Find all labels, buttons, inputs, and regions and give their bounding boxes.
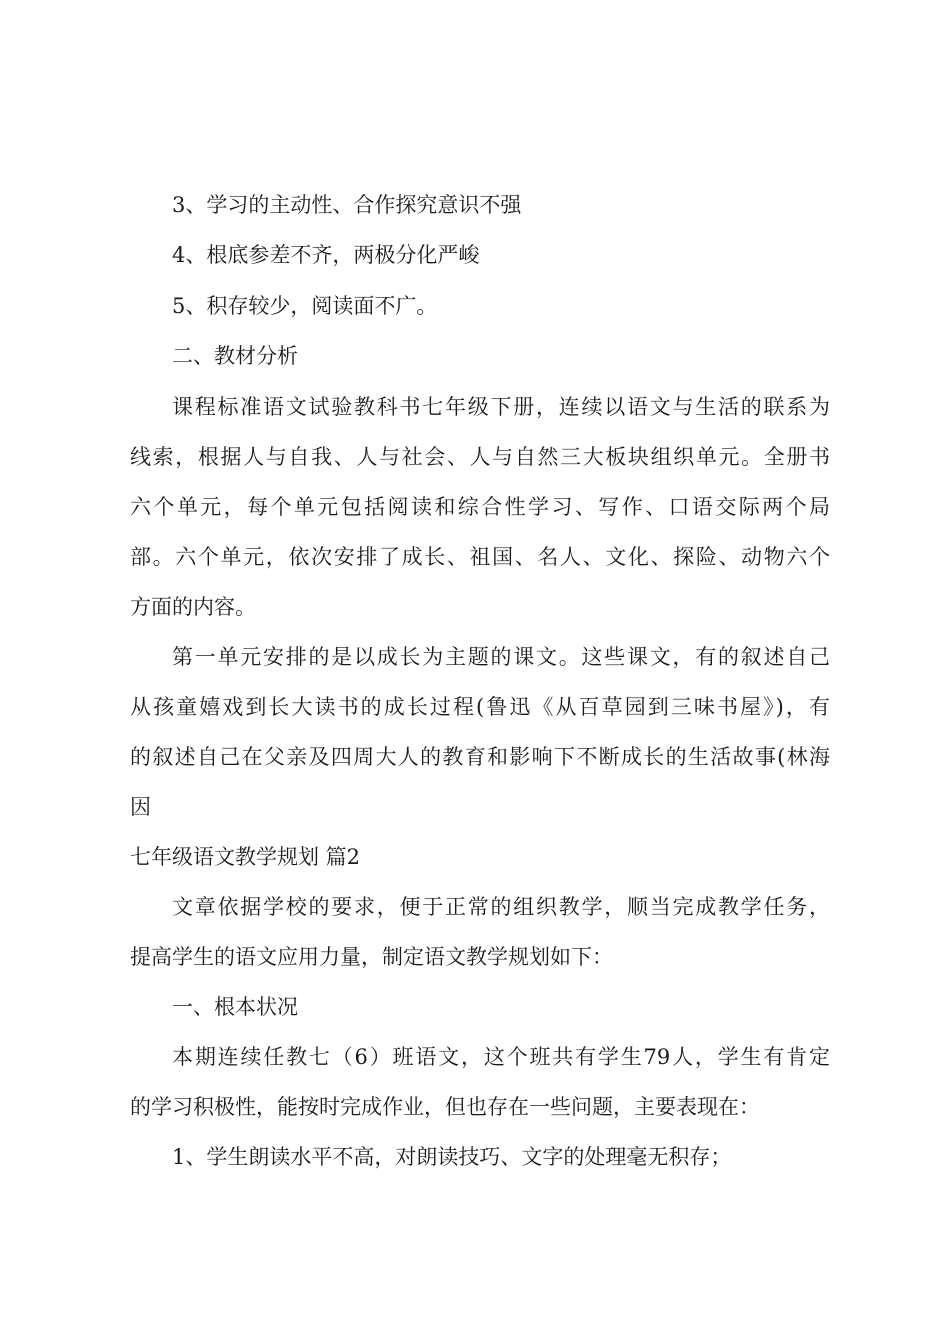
paragraph-line: 提高学生的语文应用力量，制定语文教学规划如下： bbox=[130, 945, 613, 969]
paragraph-line: 的学习积极性，能按时完成作业，但也存在一些问题，主要表现在： bbox=[130, 1095, 760, 1119]
paragraph-line: 文章依据学校的要求，便于正常的组织教学，顺当完成教学任务， bbox=[172, 895, 830, 919]
paragraph-line: 方面的内容。 bbox=[130, 595, 256, 619]
list-item-4: 4、根底参差不齐，两极分化严峻 bbox=[172, 243, 480, 267]
list-item-5: 5、积存较少，阅读面不广。 bbox=[172, 294, 438, 318]
article-title: 七年级语文教学规划 篇2 bbox=[130, 845, 361, 869]
paragraph-line: 从孩童嬉戏到长大读书的成长过程(鲁迅《从百草园到三味书屋》)，有 bbox=[130, 695, 830, 719]
paragraph-line: 第一单元安排的是以成长为主题的课文。这些课文，有的叙述自己 bbox=[172, 645, 830, 669]
paragraph-line: 因 bbox=[130, 795, 151, 819]
paragraph-line: 线索，根据人与自我、人与社会、人与自然三大板块组织单元。全册书 bbox=[130, 445, 830, 469]
paragraph-line: 的叙述自己在父亲及四周大人的教育和影响下不断成长的生活故事(林海 bbox=[130, 745, 830, 769]
paragraph-line: 课程标准语文试验教科书七年级下册，连续以语文与生活的联系为 bbox=[172, 395, 830, 419]
list-item-1: 1、学生朗读水平不高，对朗读技巧、文字的处理毫无积存； bbox=[172, 1145, 732, 1169]
section-heading-textbook-analysis: 二、教材分析 bbox=[172, 344, 298, 368]
paragraph-line: 部。六个单元，依次安排了成长、祖国、名人、文化、探险、动物六个 bbox=[130, 545, 830, 569]
paragraph-line: 六个单元，每个单元包括阅读和综合性学习、写作、口语交际两个局 bbox=[130, 495, 830, 519]
paragraph-line: 本期连续任教七（6）班语文，这个班共有学生79人，学生有肯定 bbox=[172, 1045, 830, 1069]
section-heading-basic-situation: 一、根本状况 bbox=[172, 995, 298, 1019]
list-item-3: 3、学习的主动性、合作探究意识不强 bbox=[172, 193, 522, 217]
